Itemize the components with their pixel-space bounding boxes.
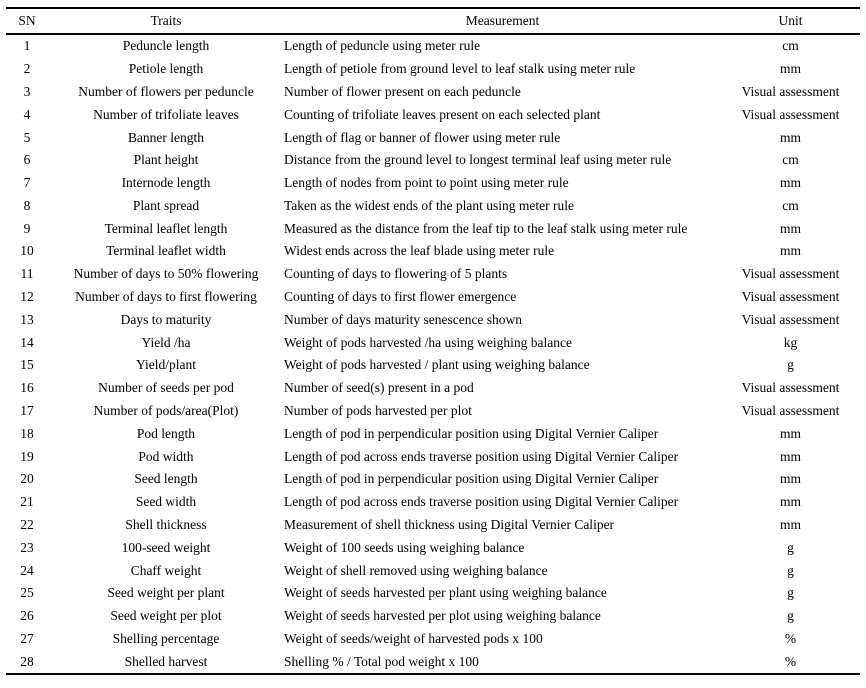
measurement-cell: Measured as the distance from the leaf tip to the leaf stalk using meter rule — [284, 220, 688, 236]
trait-cell: Number of days to first flowering — [75, 289, 257, 305]
measurement-cell: Length of pod in perpendicular position using Digital Vernier Caliper — [284, 471, 659, 487]
measurement-cell: Weight of shell removed using weighing balance — [284, 562, 548, 578]
measurement-cell: Widest ends across the leaf blade using meter rule — [284, 243, 555, 259]
trait-cell: Peduncle length — [122, 38, 210, 54]
unit-cell: mm — [779, 494, 801, 510]
trait-cell: Number of trifoliate leaves — [93, 106, 239, 122]
trait-cell: Petiole length — [128, 61, 204, 77]
sn-cell: 10 — [20, 243, 34, 259]
sn-cell: 15 — [20, 357, 34, 373]
unit-cell: mm — [779, 471, 801, 487]
unit-cell: kg — [783, 334, 798, 350]
sn-cell: 21 — [20, 494, 34, 510]
table-row — [6, 195, 860, 218]
measurement-cell: Weight of pods harvested / plant using weighing balance — [284, 357, 590, 373]
sn-cell: 18 — [20, 425, 34, 441]
measurement-cell: Length of pod across ends traverse position using Digital Vernier Caliper — [284, 494, 679, 510]
header-row — [6, 8, 860, 34]
sn-cell: 9 — [23, 220, 31, 236]
measurement-cell: Number of flower present on each peduncle — [284, 83, 521, 99]
unit-cell: mm — [779, 220, 801, 236]
table-row — [6, 240, 860, 263]
column-header-sn: SN — [6, 8, 48, 34]
unit-cell: g — [787, 562, 794, 578]
sn-cell: 16 — [20, 380, 34, 396]
sn-cell: 3 — [23, 83, 31, 99]
table-row — [6, 377, 860, 400]
unit-cell: g — [787, 585, 794, 601]
trait-cell: Seed weight per plot — [110, 608, 222, 624]
sn-cell: 27 — [20, 631, 34, 647]
unit-cell: mm — [779, 448, 801, 464]
trait-cell: Seed width — [135, 494, 197, 510]
sn-cell: 1 — [23, 38, 31, 54]
measurement-cell: Counting of days to flowering of 5 plants — [284, 266, 508, 282]
table-row — [6, 491, 860, 514]
unit-cell: Visual assessment — [741, 266, 840, 282]
sn-cell: 6 — [23, 152, 31, 168]
trait-cell: Internode length — [121, 175, 211, 191]
trait-cell: Shell thickness — [125, 517, 207, 533]
measurement-cell: Weight of 100 seeds using weighing balance — [284, 539, 525, 555]
measurement-cell: Length of peduncle using meter rule — [284, 38, 481, 54]
column-header-traits: Traits — [48, 8, 284, 34]
trait-cell: Yield/plant — [136, 357, 196, 373]
trait-cell: Pod width — [138, 448, 194, 464]
measurement-cell: Number of pods harvested per plot — [284, 403, 472, 419]
trait-cell: Pod length — [136, 425, 196, 441]
table-row — [6, 400, 860, 423]
unit-cell: mm — [779, 243, 801, 259]
table-row — [6, 354, 860, 377]
sn-cell: 8 — [23, 197, 31, 213]
sn-cell: 11 — [20, 266, 34, 282]
trait-cell: Plant height — [133, 152, 199, 168]
measurement-cell: Length of pod in perpendicular position using Digital Vernier Caliper — [284, 425, 659, 441]
unit-cell: g — [787, 357, 794, 373]
column-header-unit: Unit — [721, 8, 860, 34]
table-row — [6, 172, 860, 195]
measurement-cell: Measurement of shell thickness using Digital Vernier Caliper — [284, 517, 615, 533]
measurement-cell: Weight of seeds/weight of harvested pods x 100 — [284, 631, 543, 647]
unit-cell: Visual assessment — [741, 289, 840, 305]
sn-cell: 5 — [23, 129, 31, 145]
measurement-cell: Distance from the ground level to longest terminal leaf using meter rule — [284, 152, 672, 168]
unit-cell: Visual assessment — [741, 83, 840, 99]
table-row — [6, 605, 860, 628]
table-row — [6, 514, 860, 537]
traits-measurement-table — [6, 7, 860, 675]
unit-cell: cm — [782, 197, 799, 213]
trait-cell: Number of pods/area(Plot) — [93, 403, 239, 419]
unit-cell: mm — [779, 425, 801, 441]
trait-cell: Banner length — [127, 129, 205, 145]
trait-cell: Number of days to 50% flowering — [73, 266, 259, 282]
unit-cell: mm — [779, 175, 801, 191]
measurement-cell: Weight of seeds harvested per plant using weighing balance — [284, 585, 607, 601]
table-row — [6, 263, 860, 286]
measurement-cell: Number of seed(s) present in a pod — [284, 380, 474, 396]
table-row — [6, 331, 860, 354]
sn-cell: 12 — [20, 289, 34, 305]
sn-cell: 23 — [20, 539, 34, 555]
unit-cell: Visual assessment — [741, 311, 840, 327]
sn-cell: 14 — [20, 334, 34, 350]
measurement-cell: Number of days maturity senescence shown — [284, 311, 523, 327]
measurement-cell: Length of petiole from ground level to leaf stalk using meter rule — [284, 61, 636, 77]
trait-cell: Number of seeds per pod — [98, 380, 234, 396]
sn-cell: 19 — [20, 448, 34, 464]
measurement-cell: Weight of pods harvested /ha using weighing balance — [284, 334, 572, 350]
trait-cell: Seed length — [134, 471, 198, 487]
table-row — [6, 126, 860, 149]
sn-cell: 25 — [20, 585, 34, 601]
unit-cell: cm — [782, 152, 799, 168]
measurement-cell: Length of flag or banner of flower using meter rule — [284, 129, 561, 145]
trait-cell: Days to maturity — [120, 311, 212, 327]
sn-cell: 4 — [23, 106, 31, 122]
sn-cell: 20 — [20, 471, 34, 487]
sn-cell: 26 — [20, 608, 34, 624]
table-row — [6, 537, 860, 560]
trait-cell: Shelling percentage — [112, 631, 220, 647]
table-row — [6, 286, 860, 309]
unit-cell: g — [787, 608, 794, 624]
unit-cell: mm — [779, 517, 801, 533]
sn-cell: 22 — [20, 517, 34, 533]
table-row — [6, 58, 860, 81]
sn-cell: 24 — [20, 562, 34, 578]
table-row — [6, 309, 860, 332]
measurement-cell: Length of nodes from point to point using meter rule — [284, 175, 569, 191]
trait-cell: 100-seed weight — [121, 539, 211, 555]
table-row — [6, 582, 860, 605]
sn-cell: 13 — [20, 311, 34, 327]
trait-cell: Shelled harvest — [124, 653, 208, 669]
table-row — [6, 81, 860, 104]
sn-cell: 17 — [20, 403, 34, 419]
measurement-cell: Shelling % / Total pod weight x 100 — [284, 653, 479, 669]
unit-cell: % — [784, 631, 797, 647]
unit-cell: g — [787, 539, 794, 555]
unit-cell: Visual assessment — [741, 403, 840, 419]
trait-cell: Plant spread — [132, 197, 200, 213]
table-row — [6, 34, 860, 58]
trait-cell: Seed weight per plant — [107, 585, 225, 601]
trait-cell: Terminal leaflet width — [106, 243, 226, 259]
unit-cell: mm — [779, 61, 801, 77]
unit-cell: cm — [782, 38, 799, 54]
column-header-measurement: Measurement — [284, 8, 721, 34]
unit-cell: mm — [779, 129, 801, 145]
table-row — [6, 217, 860, 240]
measurement-cell: Taken as the widest ends of the plant using meter rule — [284, 197, 574, 213]
measurement-cell: Length of pod across ends traverse position using Digital Vernier Caliper — [284, 448, 679, 464]
sn-cell: 28 — [20, 653, 34, 669]
table-row — [6, 559, 860, 582]
table-row — [6, 628, 860, 651]
sn-cell: 2 — [23, 61, 31, 77]
measurement-cell: Counting of trifoliate leaves present on each selected plant — [284, 106, 601, 122]
trait-cell: Chaff weight — [130, 562, 202, 578]
trait-cell: Terminal leaflet length — [104, 220, 228, 236]
sn-cell: 7 — [23, 175, 31, 191]
trait-cell: Number of flowers per peduncle — [78, 83, 254, 99]
table-row — [6, 468, 860, 491]
unit-cell: Visual assessment — [741, 380, 840, 396]
table-row — [6, 445, 860, 468]
table-row — [6, 423, 860, 446]
trait-cell: Yield /ha — [141, 334, 191, 350]
table-row — [6, 103, 860, 126]
table-row — [6, 149, 860, 172]
measurement-cell: Weight of seeds harvested per plot using weighing balance — [284, 608, 601, 624]
measurement-cell: Counting of days to first flower emergence — [284, 289, 517, 305]
unit-cell: % — [784, 653, 797, 669]
unit-cell: Visual assessment — [741, 106, 840, 122]
table-row — [6, 651, 860, 675]
